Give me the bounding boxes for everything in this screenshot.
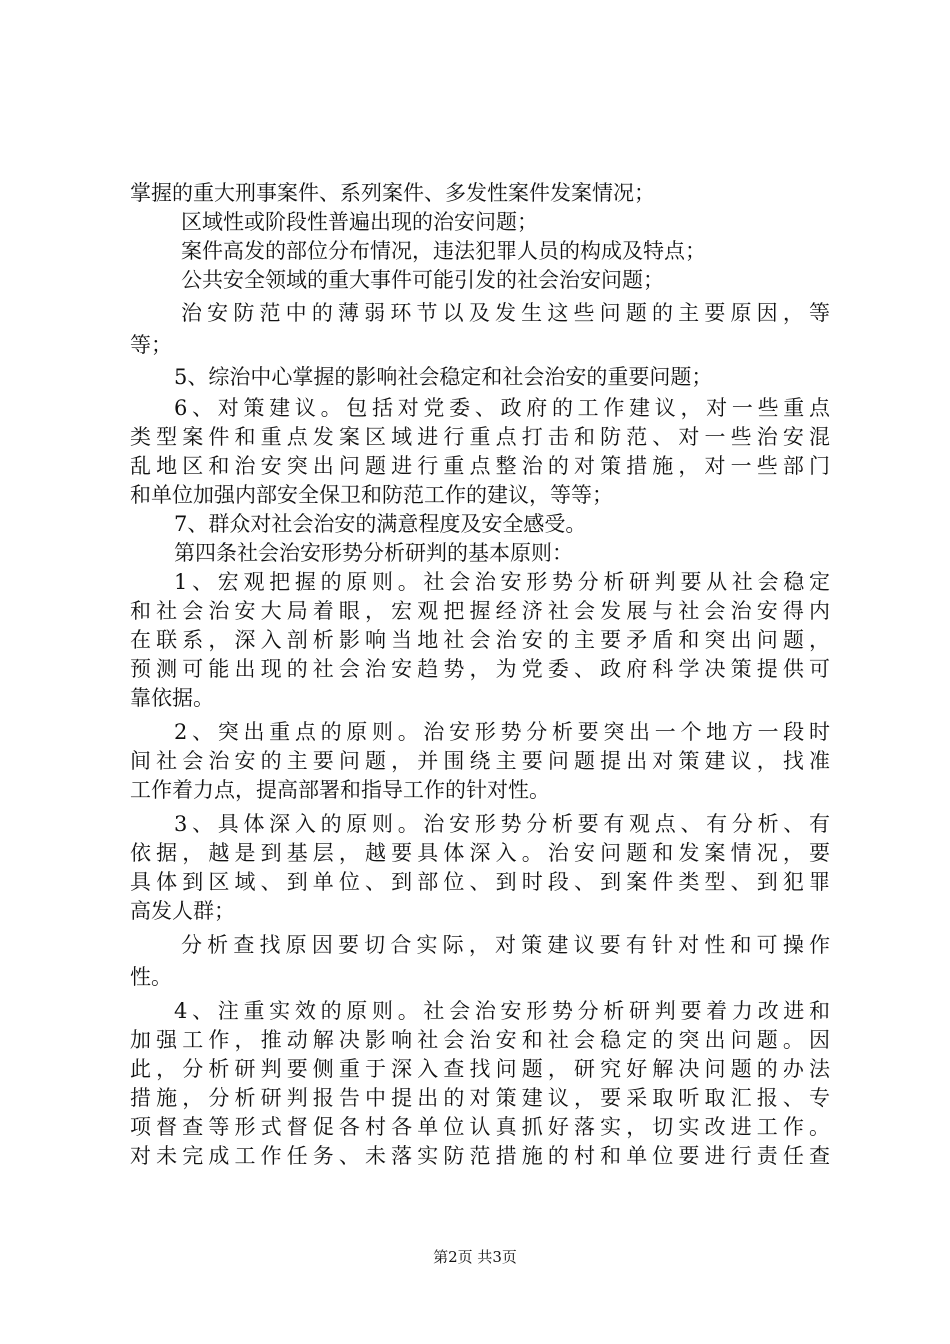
text-line: 3、具体深入的原则。治安形势分析要有观点、有分析、有 xyxy=(174,812,830,836)
text-line: 分析查找原因要切合实际，对策建议要有针对性和可操作 xyxy=(181,933,830,957)
text-line: 预测可能出现的社会治安趋势，为党委、政府科学决策提供可 xyxy=(130,657,830,681)
text-line: 第四条社会治安形势分析研判的基本原则： xyxy=(174,541,573,565)
text-line: 掌握的重大刑事案件、系列案件、多发性案件发案情况； xyxy=(130,181,655,205)
text-line: 治安防范中的薄弱环节以及发生这些问题的主要原因，等 xyxy=(181,301,830,325)
text-line: 2、突出重点的原则。治安形势分析要突出一个地方一段时 xyxy=(174,720,830,744)
text-line: 5、综治中心掌握的影响社会稳定和社会治安的重要问题； xyxy=(174,365,713,389)
text-line: 措施，分析研判报告中提出的对策建议，要采取听取汇报、专 xyxy=(130,1086,830,1110)
page-number-footer: 第2页 共3页 xyxy=(433,1248,517,1266)
text-line: 1、宏观把握的原则。社会治安形势分析研判要从社会稳定 xyxy=(174,570,830,594)
text-line: 和社会治安大局着眼，宏观把握经济社会发展与社会治安得内 xyxy=(130,599,830,623)
text-line: 4、注重实效的原则。社会治安形势分析研判要着力改进和 xyxy=(174,999,830,1023)
text-line: 加强工作，推动解决影响社会治安和社会稳定的突出问题。因 xyxy=(130,1028,830,1052)
text-line: 具体到区域、到单位、到部位、到时段、到案件类型、到犯罪 xyxy=(130,870,830,894)
text-line: 区域性或阶段性普遍出现的治安问题； xyxy=(181,210,538,234)
text-line: 此，分析研判要侧重于深入查找问题，研究好解决问题的办法 xyxy=(130,1057,830,1081)
text-line: 依据，越是到基层，越要具体深入。治安问题和发案情况，要 xyxy=(130,841,830,865)
text-line: 项督查等形式督促各村各单位认真抓好落实，切实改进工作。 xyxy=(130,1115,830,1139)
text-line: 对未完成工作任务、未落实防范措施的村和单位要进行责任查 xyxy=(130,1144,830,1168)
text-line: 高发人群； xyxy=(130,899,235,923)
text-line: 6、对策建议。包括对党委、政府的工作建议，对一些重点 xyxy=(174,396,830,420)
text-line: 工作着力点，提高部署和指导工作的针对性。 xyxy=(130,778,550,802)
text-line: 案件高发的部位分布情况，违法犯罪人员的构成及特点； xyxy=(181,239,706,263)
text-line: 在联系，深入剖析影响当地社会治安的主要矛盾和突出问题， xyxy=(130,628,830,652)
text-line: 7、群众对社会治安的满意程度及安全感受。 xyxy=(174,512,587,536)
text-line: 类型案件和重点发案区域进行重点打击和防范、对一些治安混 xyxy=(130,425,830,449)
text-line: 间社会治安的主要问题，并围绕主要问题提出对策建议，找准 xyxy=(130,749,830,773)
text-line: 性。 xyxy=(130,965,172,989)
text-line: 等； xyxy=(130,333,172,357)
text-line: 靠依据。 xyxy=(130,686,214,710)
text-line: 和单位加强内部安全保卫和防范工作的建议，等等； xyxy=(130,483,613,507)
text-line: 乱地区和治安突出问题进行重点整治的对策措施，对一些部门 xyxy=(130,454,830,478)
text-line: 公共安全领域的重大事件可能引发的社会治安问题； xyxy=(181,268,664,292)
